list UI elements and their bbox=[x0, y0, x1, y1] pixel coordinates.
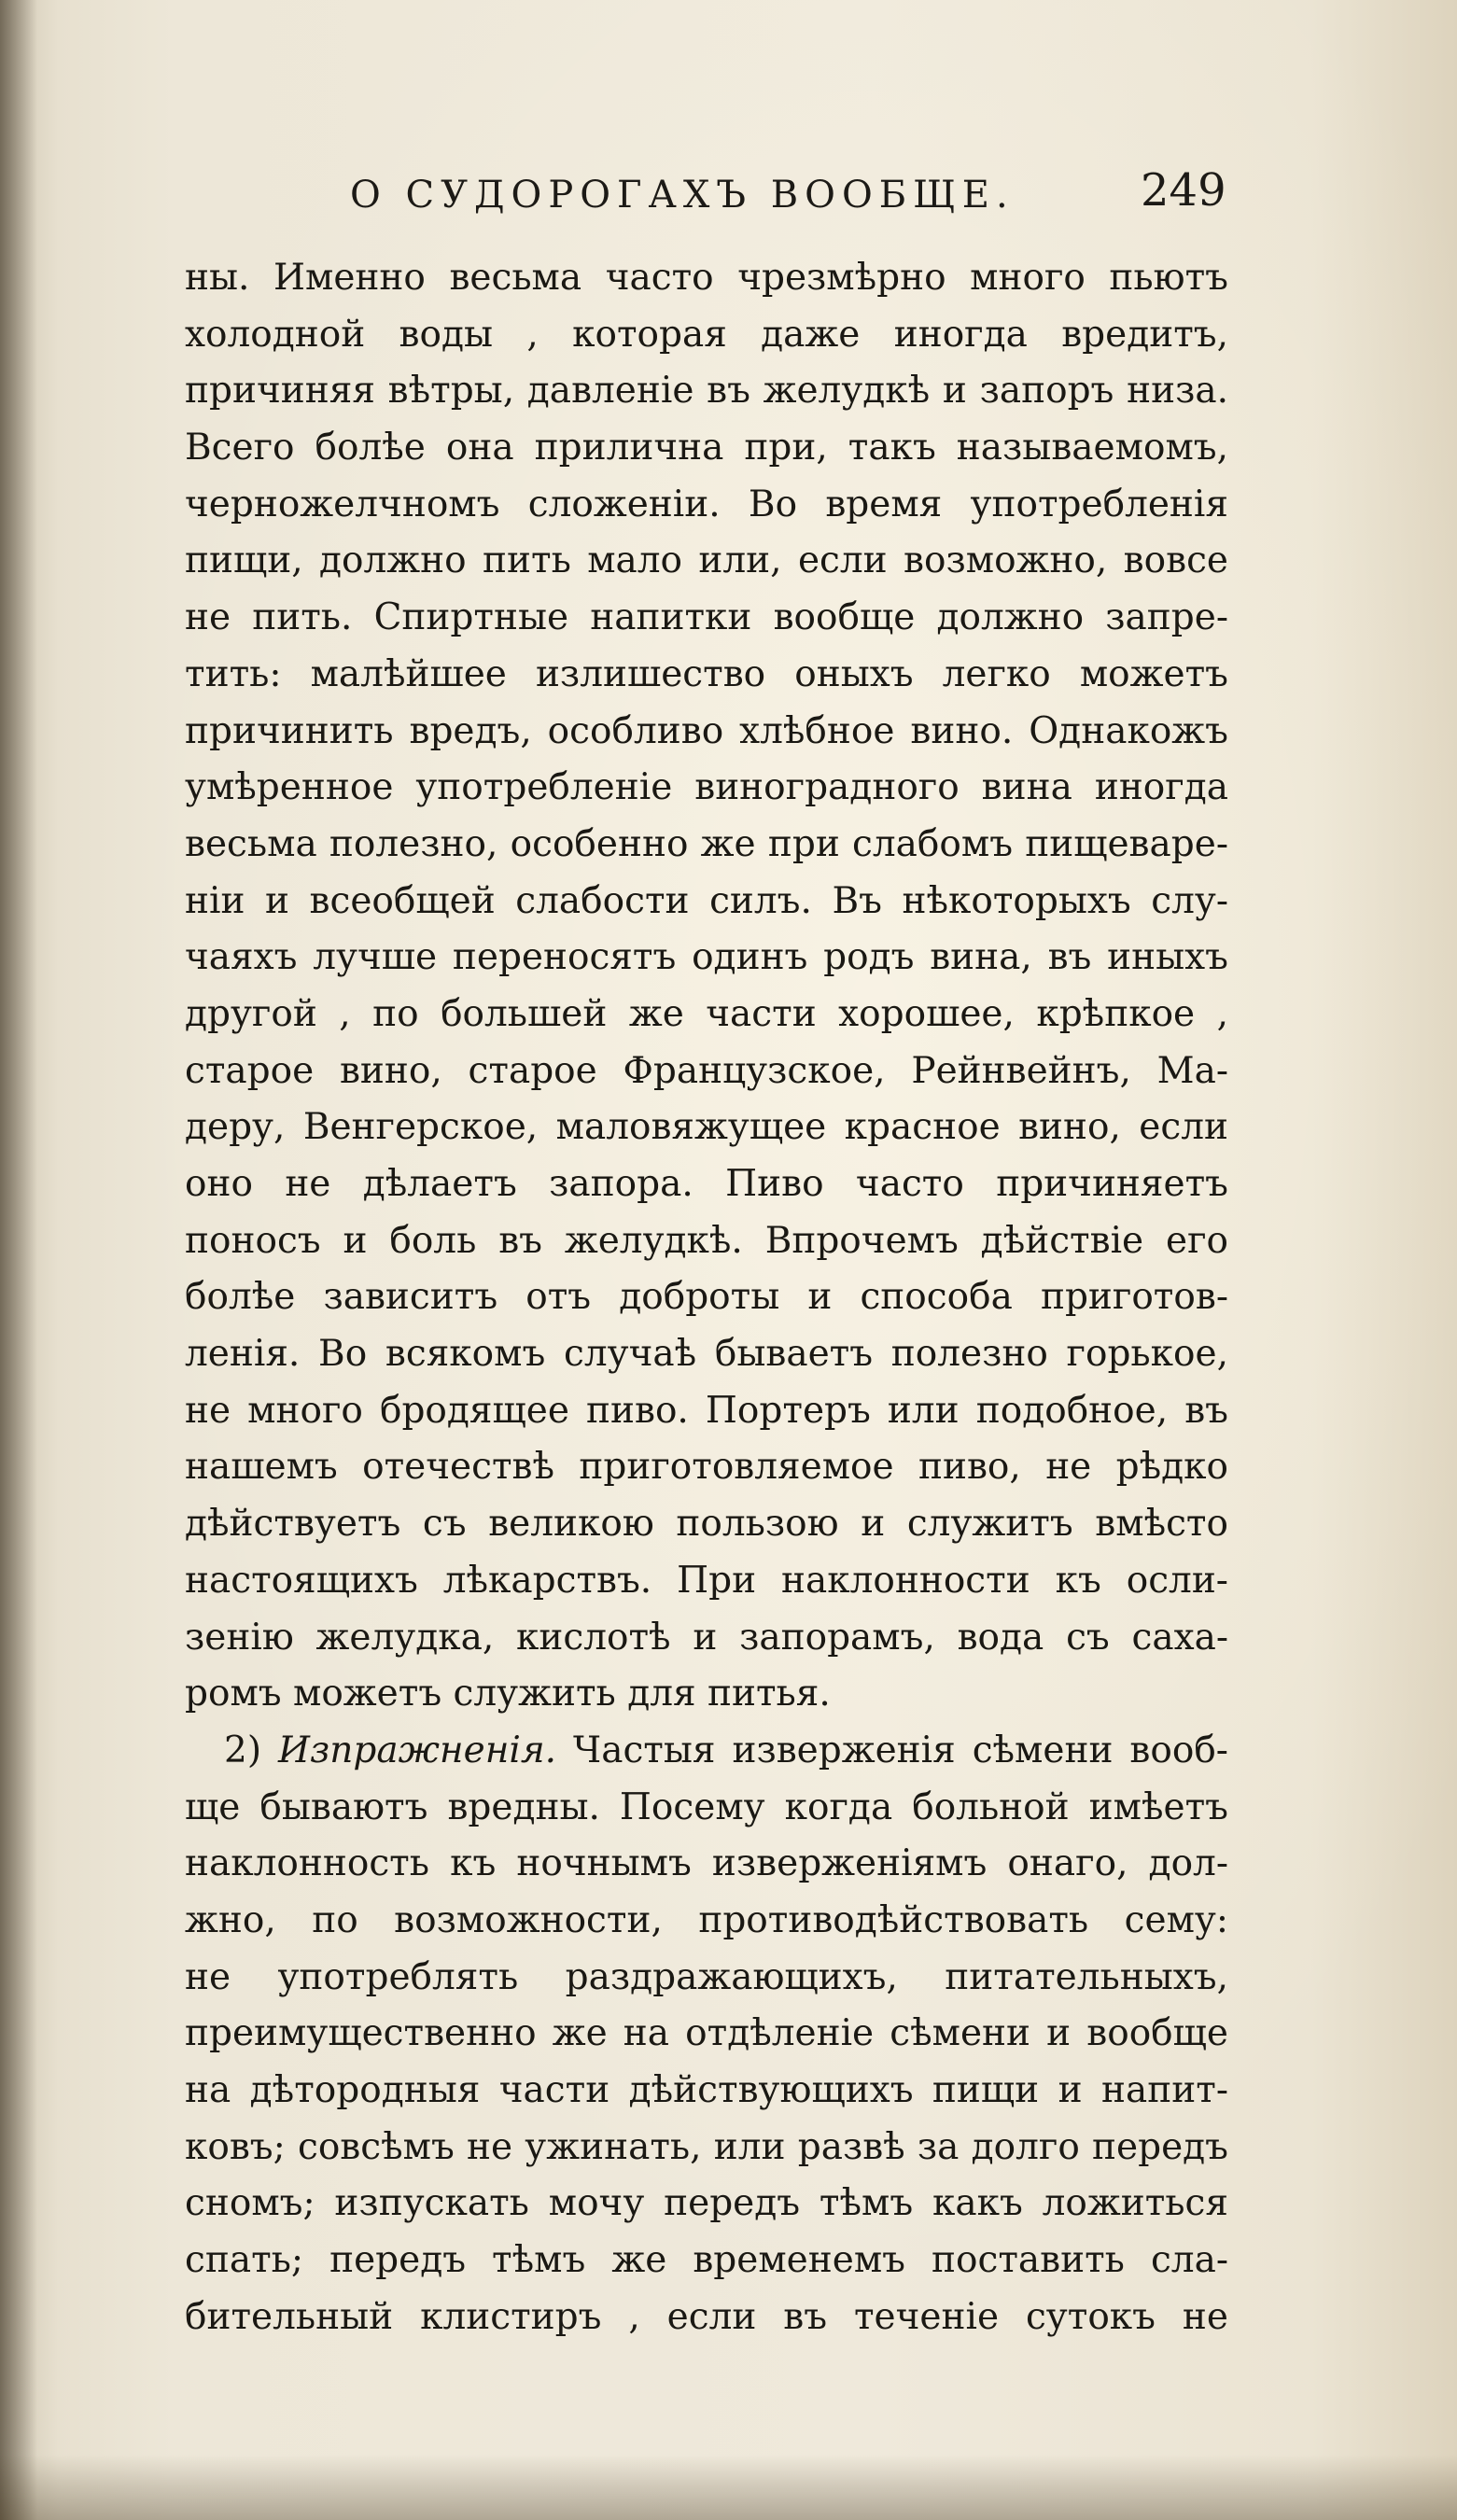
text-line: бительный клистиръ , если въ теченіе сутокъ не bbox=[185, 2295, 1228, 2338]
text-line: Всего болѣе она прилична при, такъ называемомъ, bbox=[185, 427, 1228, 469]
text-line: не много бродящее пиво. Портеръ или подобное, въ bbox=[185, 1389, 1228, 1432]
text-line: пищи, должно пить мало или, если возможно, вовсе bbox=[185, 539, 1228, 582]
text-line: ще бываютъ вредны. Посему когда больной имѣетъ bbox=[185, 1785, 1228, 1828]
text-line: жно, по возможности, противодѣйствовать сему: bbox=[185, 1898, 1228, 1941]
page-number: 249 bbox=[1141, 164, 1226, 217]
body-text bbox=[185, 250, 1228, 2345]
text-line: наклонность къ ночнымъ изверженіямъ онаго, дол- bbox=[185, 1842, 1228, 1885]
text-line: старое вино, старое Французское, Рейнвейнъ, Ма- bbox=[185, 1049, 1228, 1092]
text-line: черножелчномъ сложеніи. Во время употребленія bbox=[185, 483, 1228, 525]
text-line: настоящихъ лѣкарствъ. При наклонности къ осли- bbox=[185, 1559, 1228, 1602]
text-line: поносъ и боль въ желудкѣ. Впрочемъ дѣйствіе его bbox=[185, 1219, 1228, 1262]
text-line: холодной воды , которая даже иногда вредитъ, bbox=[185, 313, 1228, 356]
binding-shadow bbox=[0, 0, 37, 2520]
text-line: деру, Венгерское, маловяжущее красное вино, если bbox=[185, 1106, 1228, 1149]
text-line: преимущественно же на отдѣленіе сѣмени и вообще bbox=[185, 2012, 1228, 2055]
running-title: О СУДОРОГАХЪ ВООБЩЕ. bbox=[350, 174, 1015, 217]
text-line: ромъ можетъ служить для питья. bbox=[185, 1673, 831, 1715]
text-line: нашемъ отечествѣ приготовляемое пиво, не рѣдко bbox=[185, 1446, 1228, 1489]
text-line: ленія. Во всякомъ случаѣ бываетъ полезно горькое, bbox=[185, 1333, 1228, 1376]
text-line: ны. Именно весьма часто чрезмѣрно много пьютъ bbox=[185, 257, 1228, 299]
text-line: умѣренное употребленіе виноградного вина иногда bbox=[185, 766, 1228, 809]
section-number: 2) bbox=[224, 1729, 262, 1771]
text-line: ковъ; совсѣмъ не ужинать, или развѣ за долго передъ bbox=[185, 2125, 1228, 2168]
text-line: спать; передъ тѣмъ же временемъ поставить сла- bbox=[185, 2239, 1228, 2282]
text-line: не пить. Спиртные напитки вообще должно запре- bbox=[185, 596, 1228, 639]
text-line: тить: малѣйшее излишество оныхъ легко можетъ bbox=[185, 652, 1228, 695]
section-first-line-text: Частыя изверженія сѣмени вооб- bbox=[573, 1729, 1228, 1771]
text-line: не употреблять раздражающихъ, питательныхъ, bbox=[185, 1955, 1228, 1998]
text-line: ніи и всеобщей слабости силъ. Въ нѣкоторыхъ слу- bbox=[185, 879, 1228, 922]
text-line: дѣйствуетъ съ великою пользою и служитъ вмѣсто bbox=[185, 1503, 1228, 1546]
page-bottom-shading bbox=[0, 2455, 1457, 2520]
text-line: на дѣтородныя части дѣйствующихъ пищи и напит- bbox=[185, 2069, 1228, 2111]
text-line: болѣе зависитъ отъ доброты и способа приготов- bbox=[185, 1276, 1228, 1319]
text-line: другой , по большей же части хорошее, крѣпкое , bbox=[185, 992, 1228, 1035]
text-line: оно не дѣлаетъ запора. Пиво часто причиняетъ bbox=[185, 1163, 1228, 1205]
text-line: причиняя вѣтры, давленіе въ желудкѣ и запоръ низа. bbox=[185, 370, 1228, 413]
text-line: чаяхъ лучше переносятъ одинъ родъ вина, въ иныхъ bbox=[185, 936, 1228, 979]
section-title: Изпражненія. bbox=[277, 1729, 557, 1771]
text-line: причинить вредъ, особливо хлѣбное вино. Однакожъ bbox=[185, 709, 1228, 752]
section-2-first-line bbox=[185, 1723, 1228, 1780]
text-line: весьма полезно, особенно же при слабомъ пищеваре- bbox=[185, 822, 1228, 865]
text-line: зенію желудка, кислотѣ и запорамъ, вода съ саха- bbox=[185, 1616, 1228, 1659]
text-line: сномъ; изпускать мочу передъ тѣмъ какъ ложиться bbox=[185, 2182, 1228, 2225]
